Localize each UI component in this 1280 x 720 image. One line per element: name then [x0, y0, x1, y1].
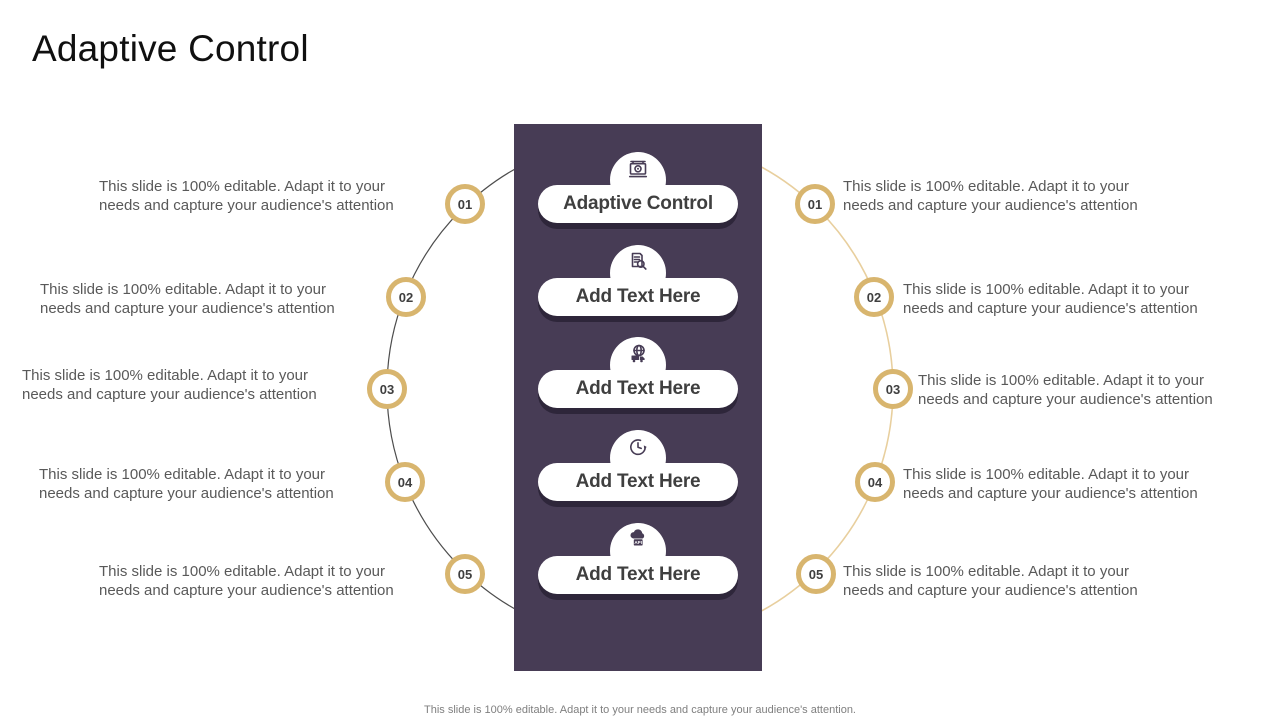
editable-text-blurb: This slide is 100% editable. Adapt it to your needs and capture your audience's attention — [22, 367, 317, 403]
step-badge-01: 01 — [445, 184, 485, 224]
editable-text-blurb: This slide is 100% editable. Adapt it to your needs and capture your audience's attention — [903, 281, 1198, 317]
step-badge-05: 05 — [796, 554, 836, 594]
pill-adaptive-control[interactable]: Adaptive Control — [538, 185, 738, 223]
clock-arrow-icon — [626, 435, 650, 459]
step-badge-04: 04 — [385, 462, 425, 502]
step-badge-02: 02 — [386, 277, 426, 317]
page-title: Adaptive Control — [32, 28, 309, 69]
step-badge-03: 03 — [873, 369, 913, 409]
editable-text-blurb: This slide is 100% editable. Adapt it to your needs and capture your audience's attention — [918, 372, 1213, 408]
cloud-api-icon — [626, 528, 650, 552]
editable-text-blurb: This slide is 100% editable. Adapt it to your needs and capture your audience's attention — [40, 281, 335, 317]
globe-truck-icon — [626, 342, 650, 366]
editable-text-blurb: This slide is 100% editable. Adapt it to your needs and capture your audience's attention — [99, 563, 394, 599]
api-label: API — [634, 539, 643, 545]
pill-add-text[interactable]: Add Text Here — [538, 278, 738, 316]
step-badge-02: 02 — [854, 277, 894, 317]
document-search-icon — [626, 250, 650, 274]
step-badge-05: 05 — [445, 554, 485, 594]
pill-add-text[interactable]: Add Text Here — [538, 370, 738, 408]
step-badge-01: 01 — [795, 184, 835, 224]
editable-text-blurb: This slide is 100% editable. Adapt it to your needs and capture your audience's attention — [843, 178, 1138, 214]
pill-add-text[interactable]: Add Text Here — [538, 463, 738, 501]
pill-add-text[interactable]: Add Text Here — [538, 556, 738, 594]
step-badge-04: 04 — [855, 462, 895, 502]
editable-text-blurb: This slide is 100% editable. Adapt it to your needs and capture your audience's attention — [843, 563, 1138, 599]
footer-note: This slide is 100% editable. Adapt it to your needs and capture your audience's attention. — [424, 704, 856, 716]
editable-text-blurb: This slide is 100% editable. Adapt it to your needs and capture your audience's attention — [39, 466, 334, 502]
machine-icon — [626, 157, 650, 181]
step-badge-03: 03 — [367, 369, 407, 409]
editable-text-blurb: This slide is 100% editable. Adapt it to your needs and capture your audience's attention — [99, 178, 394, 214]
editable-text-blurb: This slide is 100% editable. Adapt it to your needs and capture your audience's attention — [903, 466, 1198, 502]
